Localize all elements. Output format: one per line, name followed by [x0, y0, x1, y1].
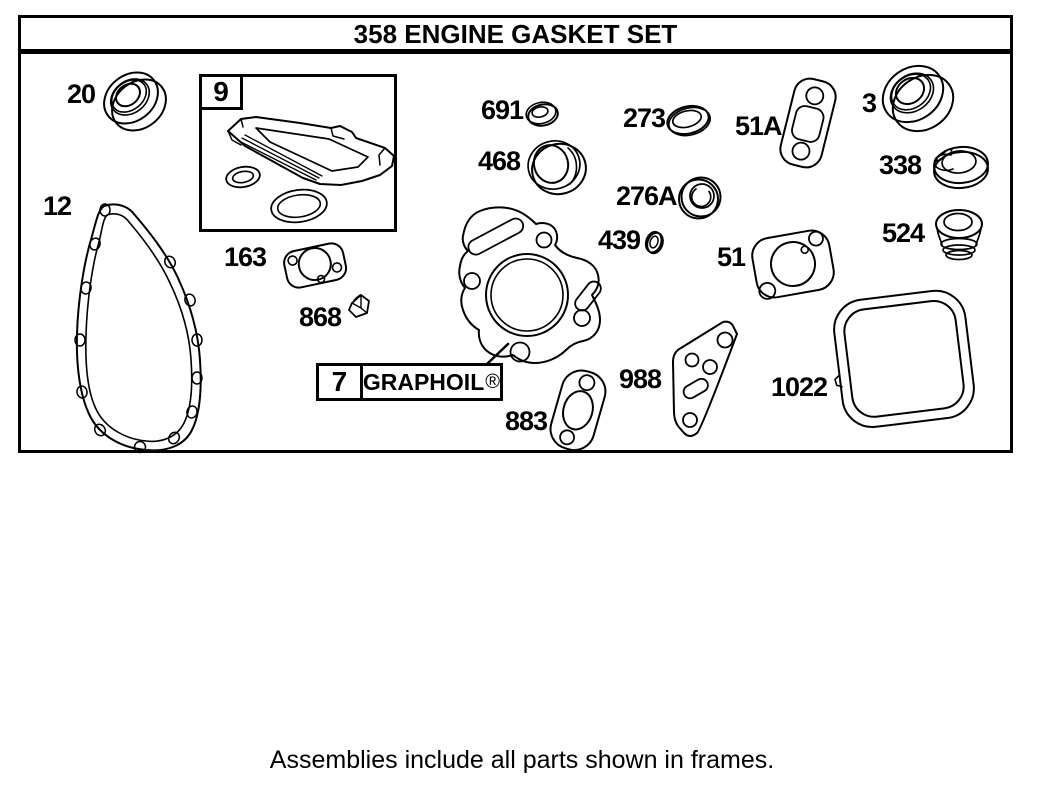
- part-883-gasket-drawing: [546, 366, 610, 455]
- part-label-988: 988: [619, 364, 662, 394]
- part-3-oil-seal-drawing: [872, 54, 964, 142]
- part-label-524: 524: [882, 218, 925, 248]
- part-1022-gasket-drawing: [826, 287, 978, 431]
- part-12-crankcase-gasket-drawing: [75, 204, 202, 453]
- part-label-163: 163: [224, 242, 267, 272]
- part-868-plug-drawing: [349, 295, 369, 317]
- part-524-plug-drawing: [936, 210, 982, 260]
- page-title: 358 ENGINE GASKET SET: [21, 18, 1010, 54]
- part-label-691: 691: [481, 95, 524, 125]
- part-51a-gasket-drawing: [777, 75, 839, 171]
- frame-9-number: 9: [199, 74, 243, 110]
- part-label-12: 12: [43, 191, 72, 221]
- part-276a-seal-drawing: [679, 178, 721, 219]
- assembly-frame-7-graphoil: [316, 363, 503, 401]
- part-label-883: 883: [505, 406, 548, 436]
- part-label-439: 439: [598, 225, 641, 255]
- part-468-seal-drawing: [523, 135, 592, 200]
- part-label-468: 468: [478, 146, 521, 176]
- part-label-51: 51: [717, 242, 746, 272]
- graphoil-brand-label: [363, 366, 500, 398]
- part-51-gasket-drawing: [749, 228, 836, 301]
- part-988-gasket-drawing: [673, 322, 737, 436]
- part-273-o-ring-drawing: [664, 102, 713, 140]
- part-label-51a: 51A: [735, 111, 782, 141]
- part-label-276a: 276A: [616, 181, 677, 211]
- head-gasket-graphoil-drawing: [459, 207, 603, 364]
- part-label-868: 868: [299, 302, 342, 332]
- graphoil-text: GRAPHOIL: [362, 368, 485, 395]
- part-label-20: 20: [67, 79, 96, 109]
- part-163-gasket-drawing: [282, 241, 348, 290]
- part-label-273: 273: [623, 103, 666, 133]
- part-338-seal-drawing: [933, 145, 990, 191]
- part-label-338: 338: [879, 150, 922, 180]
- assembly-frame-9: [199, 74, 397, 232]
- part-691-washer-drawing: [524, 100, 560, 129]
- part-20-oil-seal-drawing: [94, 62, 176, 141]
- part-439-o-ring-drawing: [643, 230, 665, 256]
- part-label-1022: 1022: [771, 372, 828, 402]
- part-label-3: 3: [862, 88, 877, 118]
- frame-7-number: 7: [319, 366, 363, 398]
- registered-trademark-symbol: ®: [485, 370, 500, 393]
- footer-note: Assemblies include all parts shown in frames.: [269, 746, 775, 774]
